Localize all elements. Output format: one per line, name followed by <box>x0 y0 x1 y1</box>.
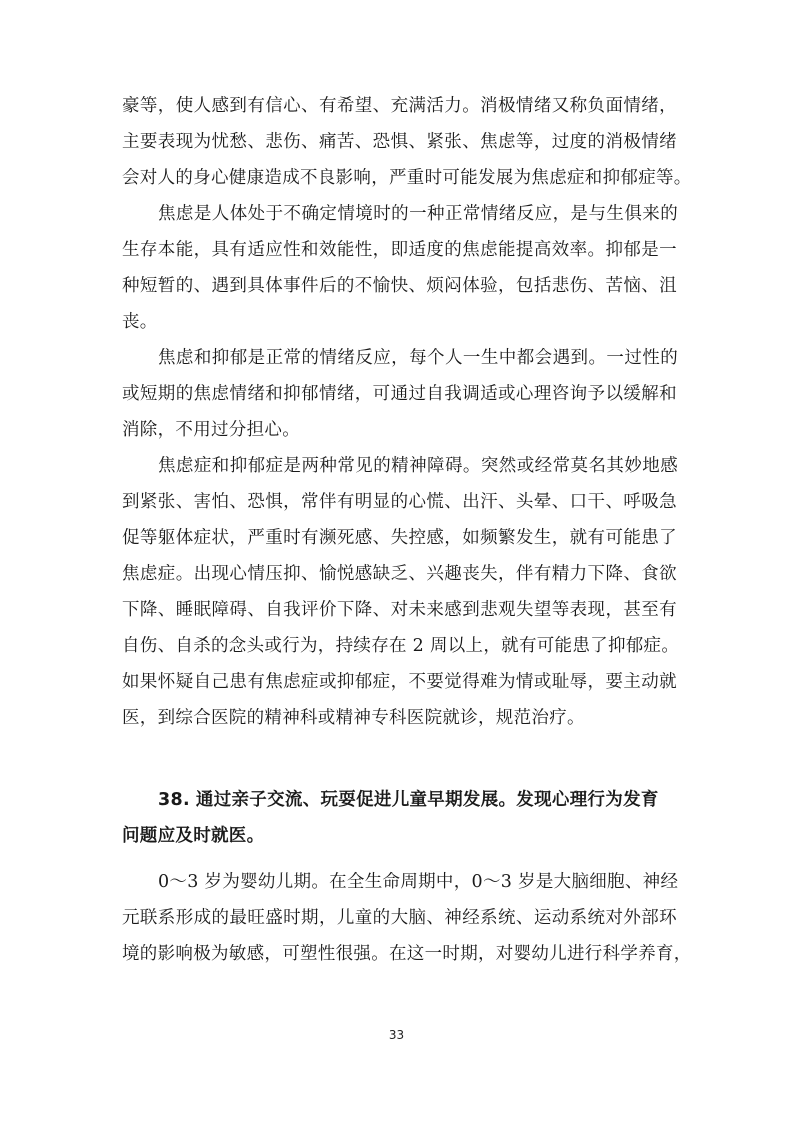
section-paragraph-line-2: 元联系形成的最旺盛时期，儿童的大脑、神经系统、运动系统对外部环 <box>122 908 677 928</box>
paragraph-4-line-7: 如果怀疑自己患有焦虑症或抑郁症，不要觉得难为情或耻辱，要主动就 <box>122 672 677 692</box>
paragraph-2-line-4: 丧。 <box>122 312 158 332</box>
paragraph-2-line-3: 种短暂的、遇到具体事件后的不愉快、烦闷体验，包括悲伤、苦恼、沮 <box>122 276 677 296</box>
section-title-line-1: 通过亲子交流、玩耍促进儿童早期发展。发现心理行为发育 <box>195 790 659 810</box>
paragraph-4-line-6: 自伤、自杀的念头或行为，持续存在 2 周以上，就有可能患了抑郁症。 <box>122 636 680 656</box>
paragraph-1-line-3: 会对人的身心健康造成不良影响，严重时可能发展为焦虑症和抑郁症等。 <box>122 168 692 188</box>
paragraph-3-line-1: 焦虑和抑郁是正常的情绪反应，每个人一生中都会遇到。一过性的 <box>158 348 678 368</box>
page-number: 33 <box>388 1028 405 1042</box>
paragraph-2-line-2: 生存本能，具有适应性和效能性，即适度的焦虑能提高效率。抑郁是一 <box>122 240 677 260</box>
paragraph-3-line-2: 或短期的焦虑情绪和抑郁情绪，可通过自我调适或心理咨询予以缓解和 <box>122 384 677 404</box>
paragraph-4-line-5: 下降、睡眠障碍、自我评价下降、对未来感到悲观失望等表现，甚至有 <box>122 600 677 620</box>
paragraph-1-line-1: 豪等，使人感到有信心、有希望、充满活力。消极情绪又称负面情绪， <box>122 96 677 116</box>
section-title-line-2: 问题应及时就医。 <box>122 826 265 846</box>
section-paragraph-line-1: 0～3 岁为婴幼儿期。在全生命周期中，0～3 岁是大脑细胞、神经 <box>158 872 679 892</box>
paragraph-4-line-4: 焦虑症。出现心情压抑、愉悦感缺乏、兴趣丧失，伴有精力下降、食欲 <box>122 564 677 584</box>
paragraph-4-line-8: 医，到综合医院的精神科或精神专科医院就诊，规范治疗。 <box>122 708 585 728</box>
paragraph-4-line-1: 焦虑症和抑郁症是两种常见的精神障碍。突然或经常莫名其妙地感 <box>158 456 678 476</box>
paragraph-2-line-1: 焦虑是人体处于不确定情境时的一种正常情绪反应，是与生俱来的 <box>158 204 678 224</box>
paragraph-1-line-2: 主要表现为忧愁、悲伤、痛苦、恐惧、紧张、焦虑等，过度的消极情绪 <box>122 132 677 152</box>
paragraph-3-line-3: 消除，不用过分担心。 <box>122 420 300 440</box>
section-heading <box>158 789 678 811</box>
paragraph-4-line-2: 到紧张、害怕、恐惧，常伴有明显的心慌、出汗、头晕、口干、呼吸急 <box>122 492 677 512</box>
section-number: 38. <box>158 790 190 810</box>
paragraph-4-line-3: 促等躯体症状，严重时有濒死感、失控感，如频繁发生，就有可能患了 <box>122 528 677 548</box>
section-paragraph-line-3: 境的影响极为敏感，可塑性很强。在这一时期，对婴幼儿进行科学养育， <box>122 944 692 964</box>
